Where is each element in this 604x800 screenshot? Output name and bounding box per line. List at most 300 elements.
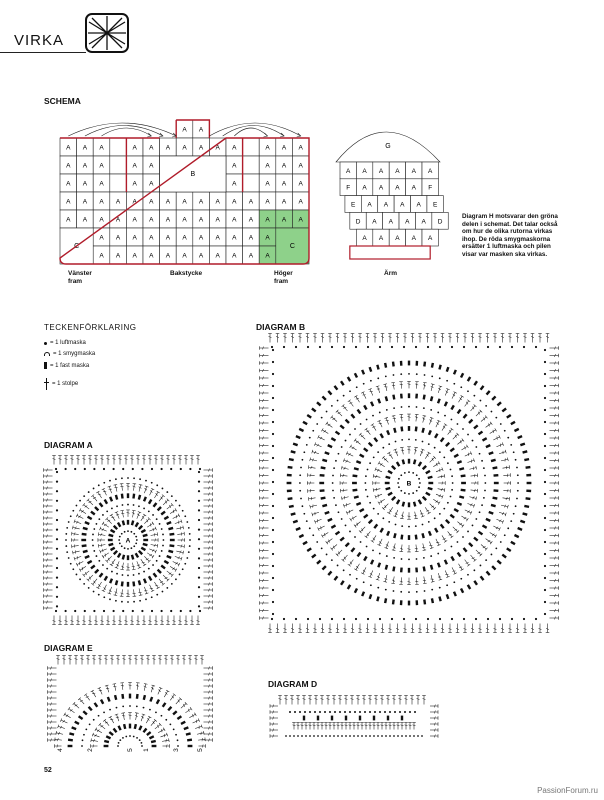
sleeve-cell-letter: A [411, 235, 416, 243]
chain-dot [65, 468, 67, 470]
stitch-stem [161, 735, 168, 737]
single-crochet-bar [401, 716, 403, 721]
single-crochet-bar [361, 591, 365, 596]
stitch-cross [356, 398, 359, 400]
double-crochet-mark [430, 728, 438, 732]
double-crochet-mark [426, 334, 430, 343]
chain-dot [480, 565, 482, 567]
stitch-stem [416, 382, 417, 389]
single-crochet-bar [520, 443, 525, 447]
chain-dot [427, 346, 429, 348]
double-crochet-mark [434, 420, 440, 428]
double-crochet-mark [145, 716, 152, 724]
stitch-stem [146, 717, 150, 723]
double-crochet-mark [421, 543, 426, 551]
single-crochet-bar [307, 414, 312, 419]
stitch-top [194, 713, 196, 716]
schema-cell-letter: A [265, 198, 270, 206]
double-crochet-mark [102, 522, 110, 529]
double-crochet-mark [98, 538, 105, 542]
stitch-stem [115, 588, 117, 595]
double-crochet-mark [446, 530, 453, 538]
single-crochet-bar [327, 518, 332, 522]
chain-dot [437, 412, 439, 414]
single-crochet-bar [307, 547, 312, 552]
double-crochet-mark [368, 696, 372, 705]
single-crochet-bar [408, 459, 410, 464]
chain-dot [430, 409, 432, 411]
chain-dot [359, 711, 361, 713]
stitch-top [143, 564, 146, 566]
stitch-stem [401, 382, 402, 389]
schema-cell-letter: A [99, 198, 104, 206]
single-crochet-bar [524, 458, 529, 461]
chain-dot [317, 735, 319, 737]
chain-dot [460, 578, 462, 580]
chain-dot [198, 586, 200, 588]
stitch-cross [439, 494, 441, 497]
double-crochet-mark [260, 556, 269, 560]
single-crochet-bar [488, 451, 493, 455]
stitch-top [326, 422, 328, 425]
chain-dot [447, 502, 449, 504]
single-crochet-bar [131, 554, 135, 559]
double-crochet-mark [44, 582, 53, 586]
schema-cell-letter: A [232, 162, 237, 170]
single-crochet-bar [434, 528, 438, 533]
chain-dot [382, 517, 384, 519]
single-crochet-bar [408, 361, 410, 366]
stitch-stem [372, 425, 376, 431]
stitch-stem [433, 499, 439, 503]
double-crochet-mark [354, 439, 362, 446]
double-crochet-mark [428, 541, 434, 549]
schema-cell-letter: A [182, 144, 187, 152]
stitch-stem [80, 566, 86, 570]
stitch-stem [351, 446, 357, 450]
stitch-stem [452, 567, 455, 573]
stitch-stem [144, 684, 145, 691]
single-crochet-bar [377, 398, 381, 403]
single-crochet-bar [467, 376, 471, 381]
chain-dot [198, 481, 200, 483]
chain-dot [103, 610, 105, 612]
double-crochet-mark [48, 690, 57, 694]
double-crochet-mark [321, 334, 325, 343]
double-crochet-mark [411, 334, 415, 343]
chain-dot [56, 605, 58, 607]
chain-dot [127, 601, 129, 603]
double-crochet-mark [139, 514, 146, 522]
chain-dot [189, 539, 191, 541]
double-crochet-mark [120, 484, 124, 491]
double-crochet-mark [170, 656, 174, 665]
sleeve-cell-letter: A [372, 218, 377, 226]
single-crochet-bar [363, 447, 368, 452]
stitch-top [354, 395, 357, 397]
double-crochet-mark [313, 334, 317, 343]
stitch-stem [389, 453, 393, 459]
single-crochet-bar [151, 740, 156, 743]
stitch-stem [351, 516, 357, 520]
double-crochet-mark [172, 456, 176, 465]
chain-dot [499, 346, 501, 348]
chain-dot [523, 346, 525, 348]
chain-dot [76, 505, 78, 507]
schema-cell-letter: A [182, 234, 187, 242]
chain-dot [166, 587, 168, 589]
double-crochet-mark [419, 509, 425, 517]
double-crochet-mark [260, 541, 269, 545]
single-crochet-bar [177, 715, 182, 720]
schema-cell-letter: A [66, 216, 71, 224]
double-crochet-mark [278, 696, 282, 705]
chain-dot [365, 489, 367, 491]
double-crochet-mark [403, 624, 407, 633]
stitch-cross [116, 564, 119, 566]
double-crochet-mark [464, 508, 472, 514]
double-crochet-mark [204, 714, 213, 718]
stitch-top [72, 526, 73, 530]
single-crochet-bar [302, 541, 307, 545]
stitch-stem [385, 575, 387, 582]
single-crochet-bar [450, 447, 455, 452]
chain-dot [98, 484, 100, 486]
chain-dot [272, 349, 274, 351]
chain-dot [479, 453, 481, 455]
stitch-cross [466, 562, 469, 565]
single-crochet-bar [514, 428, 519, 432]
double-crochet-mark [359, 433, 366, 440]
double-crochet-mark [498, 511, 506, 517]
stitch-top [400, 447, 404, 448]
chain-dot [65, 545, 67, 547]
single-crochet-bar [168, 527, 173, 531]
double-crochet-mark [98, 543, 106, 548]
double-crochet-mark [399, 414, 403, 421]
single-crochet-bar [506, 414, 511, 419]
chain-dot [82, 739, 84, 741]
double-crochet-mark [143, 555, 150, 562]
stitch-cross [320, 437, 322, 440]
double-crochet-mark [407, 381, 411, 388]
stitch-stem [376, 494, 382, 497]
stitch-stem [99, 688, 102, 694]
double-crochet-mark [44, 576, 53, 580]
stitch-stem [394, 543, 396, 550]
chain-dot [116, 505, 118, 507]
schema-cell-letter: A [182, 126, 187, 134]
single-crochet-bar [517, 527, 522, 531]
schema-cell-letter: A [281, 180, 287, 188]
single-crochet-bar [104, 499, 108, 504]
chain-dot [198, 596, 200, 598]
chain-dot [133, 533, 135, 535]
single-crochet-bar [468, 542, 473, 547]
single-crochet-bar [502, 408, 507, 413]
single-crochet-bar [138, 495, 142, 500]
stitch-stem [149, 528, 155, 531]
double-crochet-mark [260, 451, 269, 455]
chain-dot [443, 508, 445, 510]
row-number-label: 4 [57, 748, 64, 752]
double-crochet-mark [307, 481, 314, 485]
double-crochet-mark [310, 503, 318, 508]
stitch-cross [150, 587, 153, 589]
double-crochet-mark [550, 541, 559, 545]
double-crochet-mark [198, 738, 205, 742]
chain-dot [491, 554, 493, 556]
stitch-cross [320, 526, 322, 529]
single-crochet-bar [514, 534, 519, 538]
double-crochet-mark [469, 466, 477, 471]
stitch-cross [445, 573, 448, 575]
double-crochet-mark [135, 683, 139, 690]
chain-dot [127, 575, 129, 577]
single-crochet-bar [110, 547, 115, 551]
stitch-top [96, 587, 99, 589]
chain-dot [103, 596, 105, 598]
single-crochet-bar [526, 489, 531, 492]
single-crochet-bar [84, 555, 89, 559]
double-crochet-mark [106, 456, 110, 465]
double-crochet-mark [114, 484, 119, 492]
single-crochet-bar [463, 414, 468, 419]
single-crochet-bar [526, 474, 531, 477]
chain-dot [544, 373, 546, 375]
stitch-top [444, 474, 445, 478]
chain-dot [345, 735, 347, 737]
chain-dot [467, 390, 469, 392]
stitch-cross [459, 398, 462, 400]
double-crochet-mark [44, 486, 53, 490]
single-crochet-bar [379, 433, 383, 438]
stitch-stem [98, 582, 102, 588]
double-crochet-mark [48, 726, 57, 730]
single-crochet-bar [345, 419, 350, 424]
double-crochet-mark [204, 582, 213, 586]
double-crochet-mark [136, 456, 140, 465]
double-crochet-mark [382, 456, 389, 463]
chain-dot [272, 361, 274, 363]
single-crochet-bar [445, 519, 450, 524]
single-crochet-bar [293, 520, 298, 524]
double-crochet-mark [403, 334, 407, 343]
double-crochet-mark [308, 465, 315, 470]
stitch-stem [395, 450, 398, 456]
diagram-d-title: DIAGRAM D [268, 679, 318, 689]
stitch-cross [158, 690, 161, 692]
double-crochet-mark [103, 719, 110, 727]
double-crochet-mark [550, 609, 559, 613]
chain-dot [353, 735, 355, 737]
double-crochet-mark [373, 481, 380, 485]
double-crochet-mark [400, 447, 405, 455]
chain-dot [180, 610, 182, 612]
chain-dot [393, 557, 395, 559]
chain-dot [161, 610, 163, 612]
chain-dot [309, 527, 311, 529]
double-crochet-mark [296, 696, 300, 705]
chain-dot [377, 451, 379, 453]
stitch-cross [499, 519, 501, 522]
schema-cell-letter: A [149, 180, 154, 188]
stitch-cross [328, 540, 331, 543]
chain-dot [319, 618, 321, 620]
stitch-top [183, 551, 184, 555]
single-crochet-bar [347, 376, 351, 381]
stitch-stem [69, 709, 75, 713]
schema-cell-letter: A [215, 234, 220, 242]
single-crochet-bar [368, 442, 373, 447]
double-crochet-mark [384, 723, 388, 730]
stitch-top [171, 503, 173, 506]
single-crochet-bar [354, 495, 359, 499]
double-crochet-mark [376, 723, 380, 730]
schema-cell-letter: A [215, 252, 220, 260]
double-crochet-mark [432, 498, 440, 505]
chain-dot [285, 735, 287, 737]
double-crochet-mark [291, 624, 295, 633]
stitch-stem [393, 577, 394, 584]
chain-dot [324, 711, 326, 713]
stitch-cross [99, 690, 102, 692]
double-crochet-mark [550, 526, 559, 530]
chain-dot [83, 583, 85, 585]
stitch-cross [175, 562, 177, 565]
double-crochet-mark [292, 723, 296, 730]
chain-dot [103, 468, 105, 470]
chain-dot [302, 505, 304, 507]
double-crochet-mark [424, 452, 431, 460]
double-crochet-mark [91, 738, 99, 743]
single-crochet-bar [428, 482, 433, 484]
chain-dot [377, 735, 379, 737]
chain-dot [79, 500, 81, 502]
chain-dot [367, 618, 369, 620]
double-crochet-mark [44, 516, 53, 520]
double-crochet-mark [44, 594, 53, 598]
single-crochet-bar [78, 715, 83, 720]
double-crochet-mark [298, 334, 302, 343]
stitch-cross [436, 500, 438, 503]
double-crochet-mark [496, 518, 504, 524]
single-crochet-bar [121, 494, 124, 499]
double-crochet-mark [486, 334, 490, 343]
chain-dot [118, 539, 120, 541]
chain-dot [106, 568, 108, 570]
double-crochet-mark [378, 461, 386, 468]
chain-dot [321, 735, 323, 737]
double-crochet-mark [204, 558, 213, 562]
double-crochet-mark [312, 450, 320, 456]
double-crochet-mark [204, 702, 213, 706]
single-crochet-bar [497, 560, 502, 565]
stitch-stem [92, 691, 96, 697]
double-crochet-mark [407, 512, 411, 519]
chain-dot [272, 565, 274, 567]
stitch-stem [393, 383, 394, 390]
chain-dot [121, 545, 123, 547]
double-crochet-mark [430, 722, 438, 726]
double-crochet-mark [546, 334, 550, 343]
double-crochet-mark [550, 421, 559, 425]
stitch-stem [461, 446, 467, 450]
double-crochet-mark [76, 456, 80, 465]
chain-dot [443, 456, 445, 458]
chain-dot [121, 533, 123, 535]
stitch-stem [373, 489, 380, 490]
single-crochet-bar [311, 408, 316, 413]
chain-dot [272, 421, 274, 423]
chain-dot [149, 709, 151, 711]
double-crochet-mark [467, 459, 475, 465]
double-crochet-mark [83, 570, 91, 577]
double-crochet-mark [368, 570, 374, 578]
chain-dot [428, 443, 430, 445]
single-crochet-bar [408, 568, 410, 573]
single-crochet-bar [467, 584, 471, 589]
chain-dot [423, 407, 425, 409]
chain-dot [391, 618, 393, 620]
stitch-stem [423, 543, 425, 550]
double-crochet-mark [92, 733, 100, 739]
double-crochet-mark [48, 684, 57, 688]
single-crochet-bar [113, 525, 118, 530]
single-crochet-bar [438, 596, 442, 601]
stitch-cross [98, 493, 101, 495]
double-crochet-mark [204, 540, 213, 544]
double-crochet-mark [188, 656, 192, 665]
double-crochet-mark [407, 545, 411, 552]
double-crochet-mark [457, 563, 464, 571]
chain-dot [424, 374, 426, 376]
stitch-top [462, 439, 464, 442]
chain-dot [481, 460, 483, 462]
single-crochet-bar [117, 725, 121, 730]
chain-dot [418, 486, 420, 488]
double-crochet-mark [321, 624, 325, 633]
chain-dot [198, 529, 200, 531]
double-crochet-mark [343, 334, 347, 343]
single-crochet-bar [311, 554, 316, 559]
double-crochet-mark [348, 559, 355, 567]
chain-dot [384, 711, 386, 713]
single-crochet-bar [459, 495, 464, 499]
double-crochet-mark [260, 444, 269, 448]
stitch-stem [109, 487, 111, 494]
single-crochet-bar [387, 470, 392, 474]
chain-dot [412, 472, 414, 474]
double-crochet-mark [426, 624, 430, 633]
double-crochet-mark [182, 656, 186, 665]
stitch-stem [96, 729, 102, 733]
chain-dot [136, 539, 138, 541]
double-crochet-mark [435, 467, 443, 473]
double-crochet-mark [48, 702, 57, 706]
double-crochet-mark [160, 733, 168, 739]
single-crochet-bar [352, 474, 357, 477]
chain-dot [66, 527, 68, 529]
single-crochet-bar [334, 576, 339, 581]
watermark: PassionForum.ru [537, 786, 598, 795]
single-crochet-bar [138, 550, 143, 555]
chain-dot [119, 739, 121, 741]
schema-cell-letter: A [115, 216, 121, 224]
double-crochet-mark [204, 606, 213, 610]
chain-dot [299, 474, 301, 476]
single-crochet-bar [425, 470, 430, 474]
